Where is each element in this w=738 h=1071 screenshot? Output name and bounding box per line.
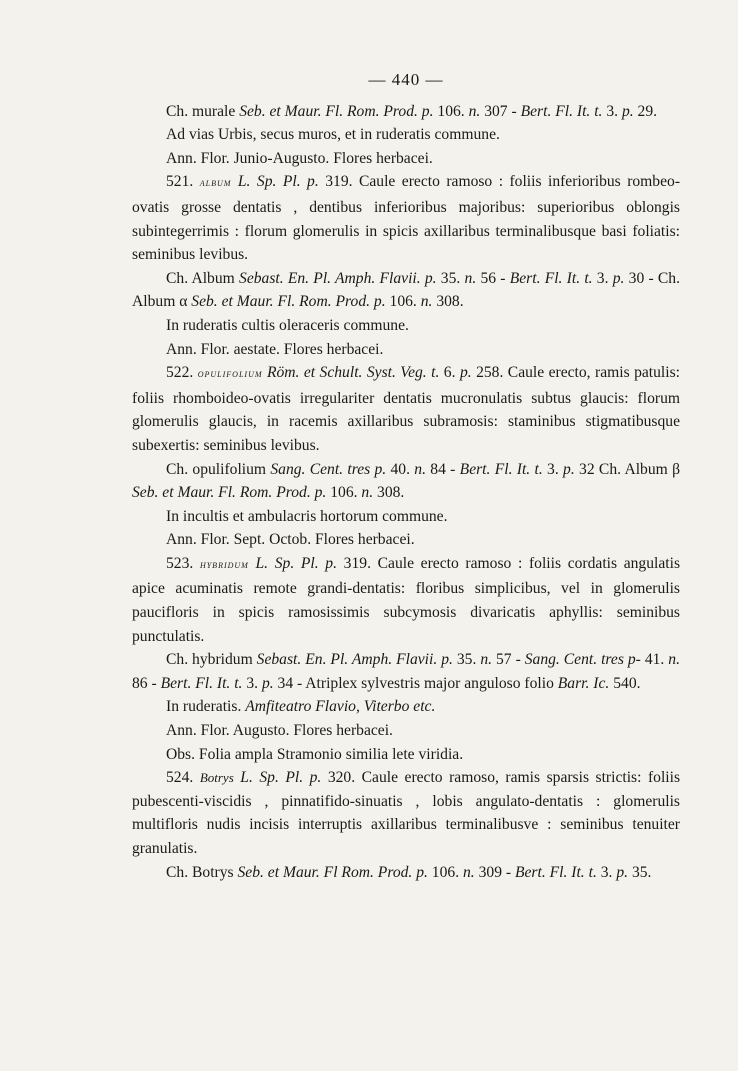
page-number: — 440 — <box>368 70 444 89</box>
habitat-523: In ruderatis. Amfiteatro Flavio, Viterbo etc. <box>166 698 436 716</box>
synonymy-522: Ch. opulifolium Sang. Cent. tres p. 40. n. 84 - Bert. Fl. It. t. 3. p. 32 Ch. Album β Seb. et Maur. Fl. Rom. Prod. p. 106. n. 308. <box>132 460 681 502</box>
species-name-botrys: Botrys <box>199 770 234 786</box>
habitat-521: In ruderatis cultis oleraceris commune. <box>166 316 409 334</box>
flowering-521: Ann. Flor. aestate. Flores herbacei. <box>166 340 384 358</box>
observation-523: Obs. Folia ampla Stramonio similia lete viridia. <box>166 745 464 763</box>
species-522: 522. opulifolium Röm. et Schult. Syst. Veg. t. 6. p. 258. Caule erecto, ramis patulis: foliis rhomboideo-ovatis irregulariter dentatis mucronulatis subtus glaucis: florum glomerulis glaucis, in racemis axillaribus subramosis: staminibus stigmatibusque subexertis: seminibus levibus. <box>132 364 680 454</box>
synonymy-524: Ch. Botrys Seb. et Maur. Fl Rom. Prod. p. 106. n. 309 - Bert. Fl. It. t. 3. p. 35. <box>166 863 652 881</box>
synonymy-murale: Ch. murale Seb. et Maur. Fl. Rom. Prod. p. 106. n. 307 - Bert. Fl. It. t. 3. p. 29. <box>166 102 658 120</box>
flowering-522: Ann. Flor. Sept. Octob. Flores herbacei. <box>166 531 415 549</box>
flowering-523: Ann. Flor. Augusto. Flores herbacei. <box>166 722 393 740</box>
flowering-murale: Ann. Flor. Junio-Augusto. Flores herbacei. <box>166 149 433 167</box>
habitat-522: In incultis et ambulacris hortorum commune. <box>166 507 448 525</box>
species-524: 524. Botrys L. Sp. Pl. p. 320. Caule erecto ramoso, ramis sparsis strictis: foliis pubescenti-viscidis , pinnatifido-sinuatis , lobis angulato-dentatis : glomerulis multifloris nudis incisis interruptis axillaribus terminalibusve : seminibus tenuiter granulatis. <box>132 769 681 857</box>
synonymy-523: Ch. hybridum Sebast. En. Pl. Amph. Flavii. p. 35. n. 57 - Sang. Cent. tres p- 41. n. 86 - Bert. Fl. It. t. 3. p. 34 - Atriplex sylvestris major anguloso folio Barr. Ic. 540. <box>132 651 680 692</box>
habitat-murale: Ad vias Urbis, secus muros, et in ruderatis commune. <box>166 126 500 144</box>
species-521: 521. album L. Sp. Pl. p. 319. Caule erecto ramoso : foliis inferioribus rombeo-ovatis grosse dentatis , dentibus inferioribus majoribus: superioribus oblongis subintegerrimis : florum glomerulis in spicis axillaribus terminalibusque basi foliatis: seminibus levibus. <box>132 173 681 264</box>
synonymy-521: Ch. Album Sebast. En. Pl. Amph. Flavii. p. 35. n. 56 - Bert. Fl. It. t. 3. p. 30 - Ch. Album α Seb. et Maur. Fl. Rom. Prod. p. 106. n. 308. <box>132 269 680 311</box>
species-523: 523. hybridum L. Sp. Pl. p. 319. Caule erecto ramoso : foliis cordatis angulatis apice acuminatis remote grandi-dentatis: floribus simplicibus, vel in glomerulis paucifloris in spicis ramosissimis subcymosis divaricatis aphyllis: seminibus punctulatis. <box>132 554 681 645</box>
page-body <box>132 68 680 884</box>
